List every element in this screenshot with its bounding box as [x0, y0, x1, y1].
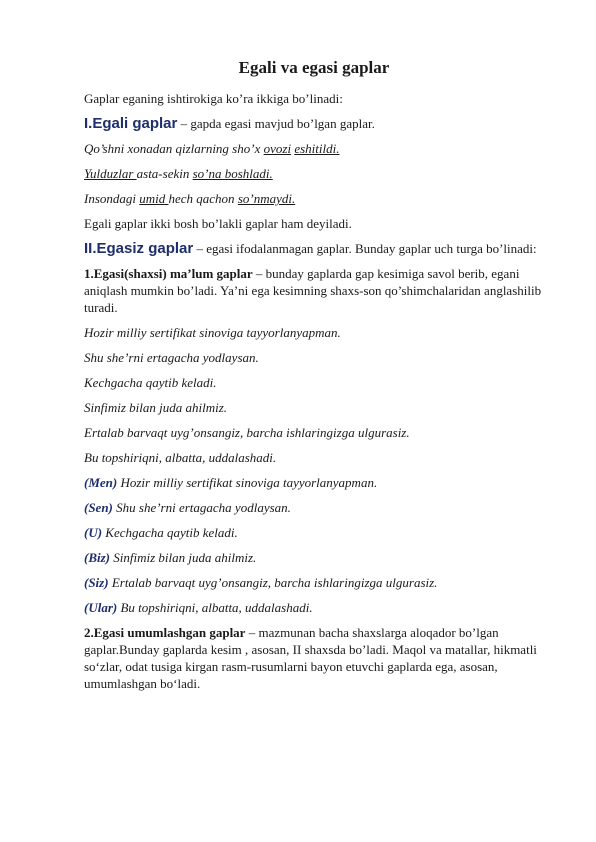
pronoun-example [84, 549, 544, 566]
example-text: hech qachon [168, 191, 238, 206]
subsection-2-definition: – mazmunan bacha shaxslarga aloqador bo’lgan gaplar.Bunday gaplarda kesim , asosan, II shaxsda bo’ladi. Maqol va matallar, hikmatli so‘zlar, odat tusiga kirgan rasm-rusumlarni bayon etuvchi gaplarda ega, asosan, umumlashgan bo‘ladi. [84, 625, 537, 691]
subsection-1-definition: – bunday gaplarda gap kesimiga savol berib, egani aniqlash mumkin bo’ladi. Ya’ni ega kesimning shaxs-son qo’shimchalaridan anglashilib turadi. [84, 266, 542, 315]
subsection-1-line [84, 265, 544, 316]
section-1-heading-line [84, 115, 544, 132]
example-text: Qo’shni xonadan qizlarning sho’x [84, 141, 264, 156]
pronoun-example-text: Bu topshiriqni, albatta, uddalashadi. [117, 600, 313, 615]
example-sentence: Kechgacha qaytib keladi. [84, 375, 217, 390]
example-sentence: Sinfimiz bilan juda ahilmiz. [84, 400, 228, 415]
pronoun-example [84, 499, 544, 516]
example-text: Insondagi [84, 191, 140, 206]
example-subject: Yulduzlar [84, 166, 137, 181]
section-2-heading: II.Egasiz gaplar [84, 240, 194, 257]
section-1-definition: – gapda egasi mavjud bo’lgan gaplar. [177, 116, 375, 131]
example-line-1 [84, 140, 544, 157]
example-predicate: so’nmaydi. [237, 191, 296, 206]
pronoun-label: (Sen) [84, 500, 113, 515]
document-page [84, 58, 544, 700]
pronoun-example [84, 474, 544, 491]
pronoun-example [84, 524, 544, 541]
pronoun-example [84, 599, 544, 616]
example-text: asta-sekin [136, 166, 193, 181]
pronoun-label: (Ular) [84, 600, 118, 615]
example-line-3 [84, 190, 544, 207]
subsection-2-heading: 2.Egasi umumlashgan gaplar [84, 625, 246, 640]
section-1-note: Egali gaplar ikki bosh bo’lakli gaplar ham deyiladi. [84, 216, 352, 231]
pronoun-label: (Biz) [84, 550, 110, 565]
example-predicate: eshitildi. [294, 141, 340, 156]
example-sentence: Bu topshiriqni, albatta, uddalashadi. [84, 450, 277, 465]
pronoun-example [84, 574, 544, 591]
pronoun-label: (Men) [84, 475, 118, 490]
page-title: Egali va egasi gaplar [238, 58, 390, 77]
example-sentence: Hozir milliy sertifikat sinoviga tayyorlanyapman. [84, 325, 341, 340]
example-subject: umid [139, 191, 169, 206]
pronoun-label: (Siz) [84, 575, 109, 590]
pronoun-example-text: Sinfimiz bilan juda ahilmiz. [110, 550, 257, 565]
example-line-2 [84, 165, 544, 182]
pronoun-label: (U) [84, 525, 103, 540]
pronoun-example-text: Hozir milliy sertifikat sinoviga tayyorlanyapman. [117, 475, 378, 490]
section-2-heading-line [84, 240, 544, 257]
example-predicate: so’na boshladi. [192, 166, 273, 181]
subsection-1-heading: 1.Egasi(shaxsi) ma’lum gaplar [84, 266, 253, 281]
example-sentence: Shu she’rni ertagacha yodlaysan. [84, 350, 259, 365]
section-1-heading: I.Egali gaplar [84, 115, 178, 132]
example-sentence: Ertalab barvaqt uyg’onsangiz, barcha ishlaringizga ulgurasiz. [84, 425, 410, 440]
pronoun-example-text: Ertalab barvaqt uyg’onsangiz, barcha ishlaringizga ulgurasiz. [108, 575, 438, 590]
pronoun-example-text: Shu she’rni ertagacha yodlaysan. [112, 500, 291, 515]
example-subject: ovozi [263, 141, 292, 156]
intro-text: Gaplar eganing ishtirokiga ko’ra ikkiga bo’linadi: [84, 91, 343, 106]
section-2-definition: – egasi ifodalanmagan gaplar. Bunday gaplar uch turga bo’linadi: [193, 241, 537, 256]
pronoun-example-text: Kechgacha qaytib keladi. [102, 525, 238, 540]
subsection-2-line [84, 624, 544, 692]
